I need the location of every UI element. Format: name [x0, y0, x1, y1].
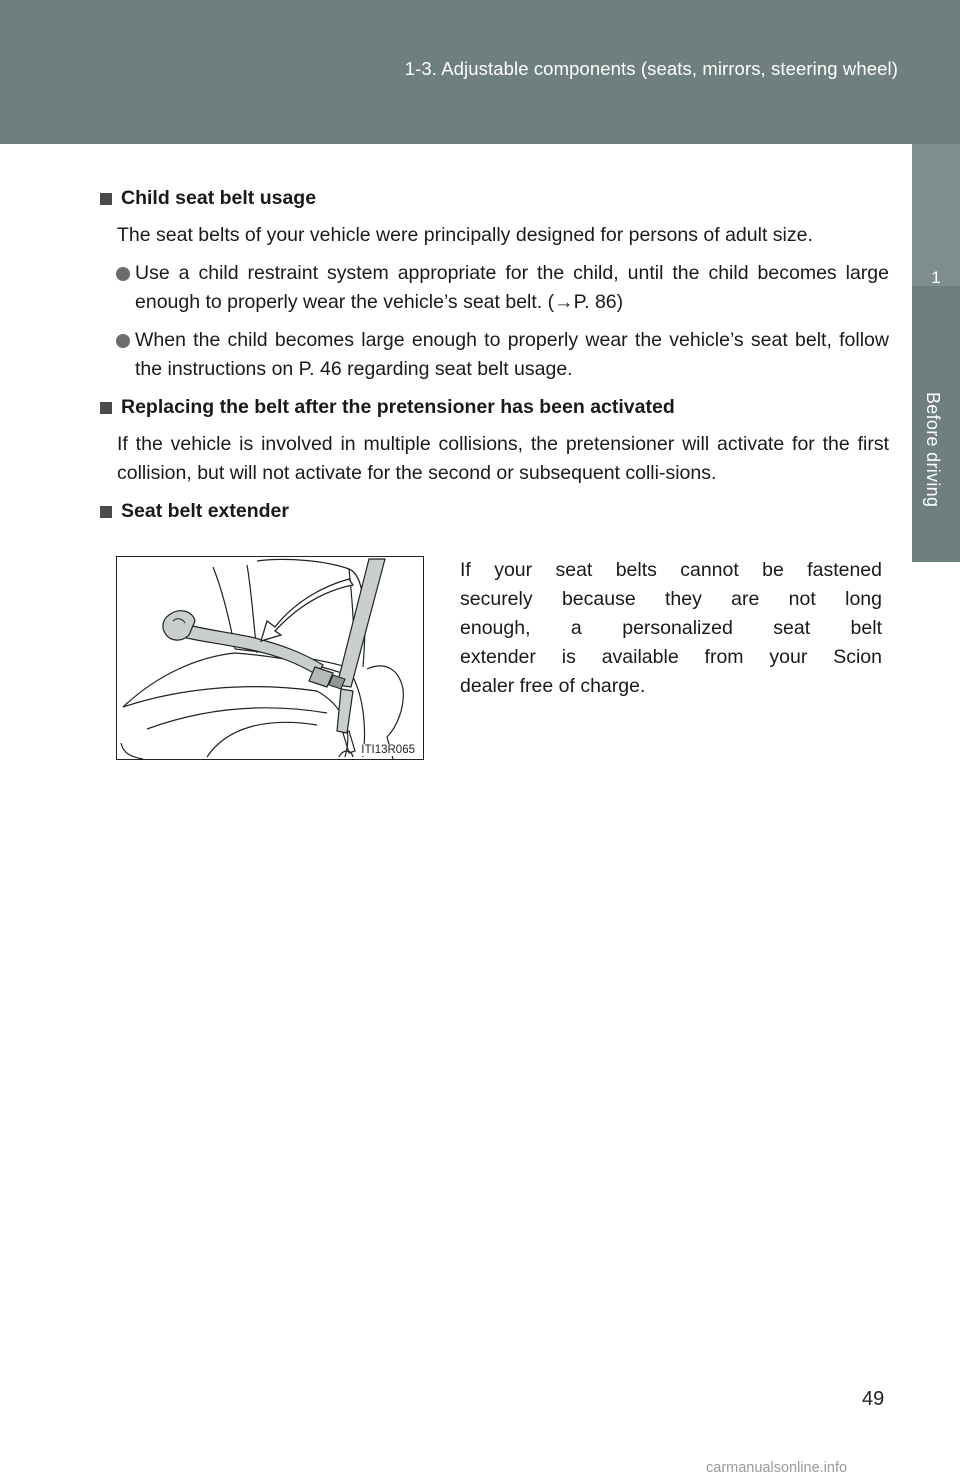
- watermark: carmanualsonline.info: [706, 1460, 848, 1476]
- chapter-number: 1: [931, 268, 941, 287]
- page-number: 49: [862, 1388, 885, 1410]
- round-bullet-icon: [116, 334, 130, 348]
- heading-replacing-belt: [96, 393, 889, 422]
- replacing-body: If the vehicle is involved in multiple collisions, the pretensioner will activate for the first collision, but will not activate for the second or subsequent colli-sions.: [117, 433, 889, 484]
- heading-seat-belt-extender: [96, 497, 889, 526]
- extender-description: [460, 556, 882, 701]
- page-content: [96, 184, 889, 786]
- square-bullet-icon: [100, 193, 112, 205]
- extender-line: extender is available from your Scion: [460, 646, 882, 668]
- figure-id: ITI13R065: [361, 744, 415, 756]
- chapter-label: Before driving: [923, 392, 943, 508]
- extender-line: If your seat belts cannot be fastened: [460, 559, 882, 581]
- round-bullet-icon: [116, 267, 130, 281]
- seat-belt-extender-illustration: [116, 556, 424, 760]
- square-bullet-icon: [100, 506, 112, 518]
- extender-line: dealer free of charge.: [460, 675, 646, 697]
- extender-line: enough, a personalized seat belt: [460, 617, 882, 639]
- bullet-text: When the child becomes large enough to properly wear the vehicle’s seat belt, follow the instructions on P. 46 regarding seat belt usage.: [135, 329, 889, 380]
- child-bullet-2: [135, 326, 889, 384]
- heading-text: Replacing the belt after the pretensioner has been activated: [121, 396, 675, 418]
- child-intro: The seat belts of your vehicle were principally designed for persons of adult size.: [117, 224, 813, 246]
- extender-figure-row: [96, 536, 889, 786]
- heading-text: Child seat belt usage: [121, 187, 317, 209]
- heading-child-seat-belt: [96, 184, 889, 213]
- heading-text: Seat belt extender: [121, 500, 289, 522]
- chapter-tab-top: [912, 144, 960, 286]
- square-bullet-icon: [100, 402, 112, 414]
- chapter-side-tab: [912, 144, 960, 562]
- seat-drawing: [117, 557, 423, 759]
- extender-line: securely because they are not long: [460, 588, 882, 610]
- child-bullet-1: [135, 259, 889, 317]
- page-header: [0, 0, 960, 144]
- section-title: 1-3. Adjustable components (seats, mirrors, steering wheel): [404, 58, 898, 79]
- bullet-text: Use a child restraint system appropriate for the child, until the child becomes large enough to properly wear the vehicle’s seat belt. (→P. 86): [135, 262, 889, 313]
